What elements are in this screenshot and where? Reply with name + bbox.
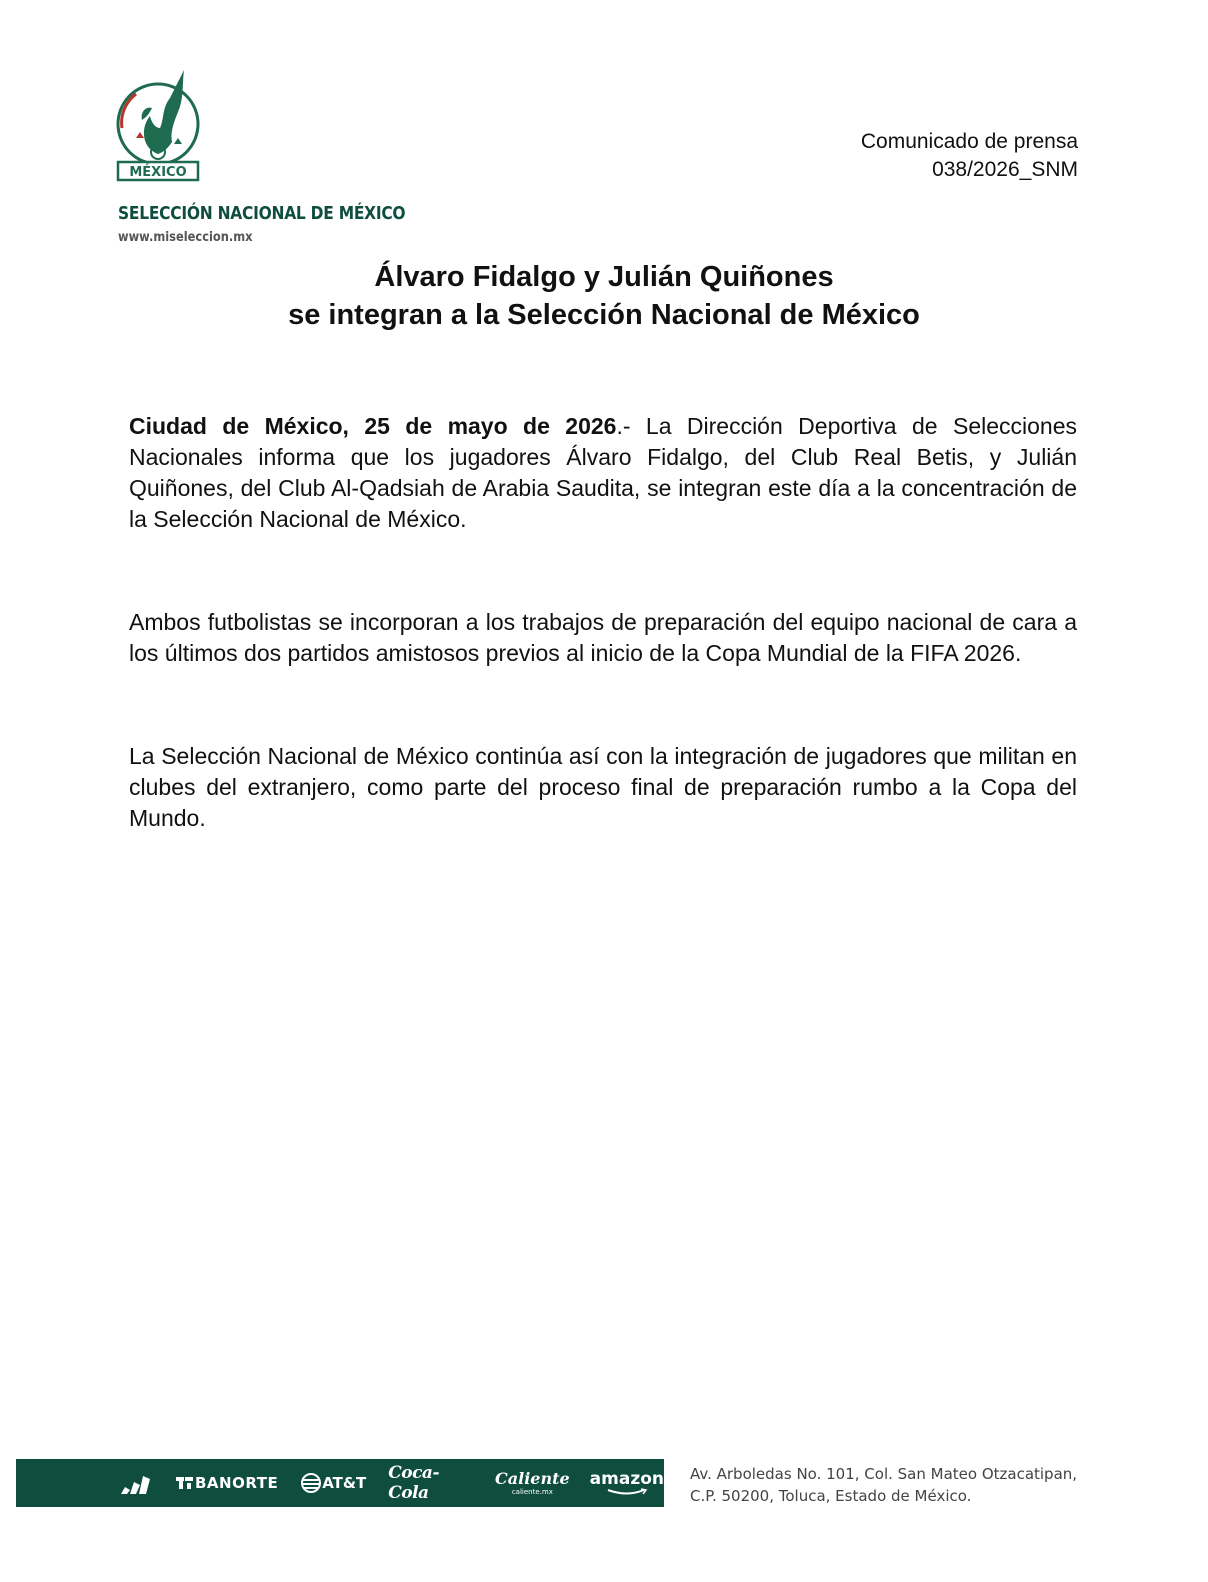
att-text: AT&T [322,1474,367,1492]
svg-text:MÉXICO: MÉXICO [129,165,187,180]
caliente-text: Caliente [495,1468,570,1488]
paragraph-2: Ambos futbolistas se incorporan a los trabajos de preparación del equipo nacional de cara a los últimos dos partidos amistosos previos al inicio de la Copa Mundial de la FIFA 2026. [129,609,1077,666]
organization-block [118,203,452,245]
dateline: Ciudad de México, 25 de mayo de 2026 [129,413,617,439]
address-line-2: C.P. 50200, Toluca, Estado de México. [690,1487,972,1505]
release-label: Comunicado de prensa [860,130,1078,153]
amazon-text: amazon [589,1468,664,1489]
banorte-logo [175,1474,278,1492]
release-number: 038/2026_SNM [932,158,1078,181]
banorte-text: BANORTE [195,1474,279,1492]
paragraph-1-text: .- La Dirección Deportiva de Selecciones Nacionales informa que los jugadores Álvaro Fidalgo, del Club Real Betis, y Julián Quiñones, del Club Al-Qadsiah de Arabia Saudita, se integran este día a la concentración de la Selección Nacional de México. [129,413,1078,532]
amazon-smile-icon [604,1488,650,1496]
paragraph-1 [129,411,1077,535]
adidas-icon [119,1472,153,1494]
page-title [0,258,1208,334]
adidas-logo [119,1472,153,1494]
address-line-1: Av. Arboledas No. 101, Col. San Mateo Otzacatipan, [690,1465,1078,1483]
cocacola-logo: Coca-Cola [388,1463,439,1503]
att-globe-icon [300,1472,322,1494]
footer-address [690,1463,1077,1507]
caliente-logo [495,1468,570,1496]
crest-icon [112,68,204,184]
press-release-id [861,128,1078,184]
title-line-2: se integran a la Selección Nacional de México [288,299,920,331]
title-line-1: Álvaro Fidalgo y Julián Quiñones [374,261,834,293]
banorte-mark-icon [175,1475,195,1491]
organization-name: SELECCIÓN NACIONAL DE MÉXICO [118,203,406,224]
att-logo [300,1472,366,1494]
article-body [129,411,1077,834]
seleccion-crest-logo [112,68,204,184]
paragraph-3: La Selección Nacional de México continúa así con la integración de jugadores que militan en clubes del extranjero, como parte del proceso final de preparación rumbo a la Copa del Mundo. [129,743,1077,831]
organization-url[interactable]: www.miseleccion.mx [118,230,253,245]
sponsor-bar [16,1459,664,1507]
amazon-logo [589,1468,664,1496]
caliente-subtext: caliente.mx [511,1487,553,1496]
